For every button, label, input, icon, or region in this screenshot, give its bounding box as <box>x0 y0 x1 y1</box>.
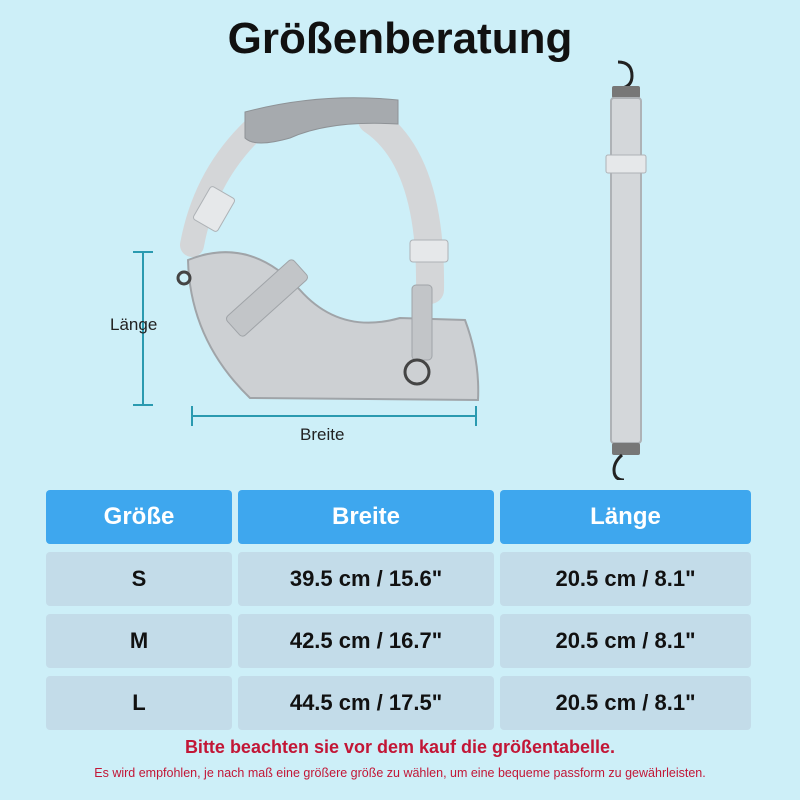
width-cell: 39.5 cm / 15.6" <box>238 552 494 606</box>
length-cell: 20.5 cm / 8.1" <box>500 614 751 668</box>
size-chart-notice: Bitte beachten sie vor dem kauf die größentabelle. <box>184 737 616 757</box>
width-cell: 42.5 cm / 16.7" <box>238 614 494 668</box>
table-header-row <box>46 490 751 544</box>
size-recommendation: Es wird empfohlen, je nach maß eine größere größe zu wählen, um eine bequeme passform zu gewährleisten. <box>94 766 706 780</box>
length-label: Länge <box>110 315 158 334</box>
table-row <box>46 552 751 606</box>
header-width: Breite <box>238 490 494 544</box>
width-label: Breite <box>300 425 345 444</box>
width-dimension <box>192 406 476 426</box>
length-cell: 20.5 cm / 8.1" <box>500 552 751 606</box>
table-row <box>46 614 751 668</box>
size-cell: L <box>46 676 232 730</box>
size-cell: M <box>46 614 232 668</box>
table-row <box>46 676 751 730</box>
detached-strap <box>606 62 646 480</box>
size-cell: S <box>46 552 232 606</box>
length-cell: 20.5 cm / 8.1" <box>500 676 751 730</box>
size-table <box>46 490 751 738</box>
header-length: Länge <box>500 490 751 544</box>
width-cell: 44.5 cm / 17.5" <box>238 676 494 730</box>
header-size: Größe <box>46 490 232 544</box>
page-title: Größenberatung <box>227 14 573 63</box>
